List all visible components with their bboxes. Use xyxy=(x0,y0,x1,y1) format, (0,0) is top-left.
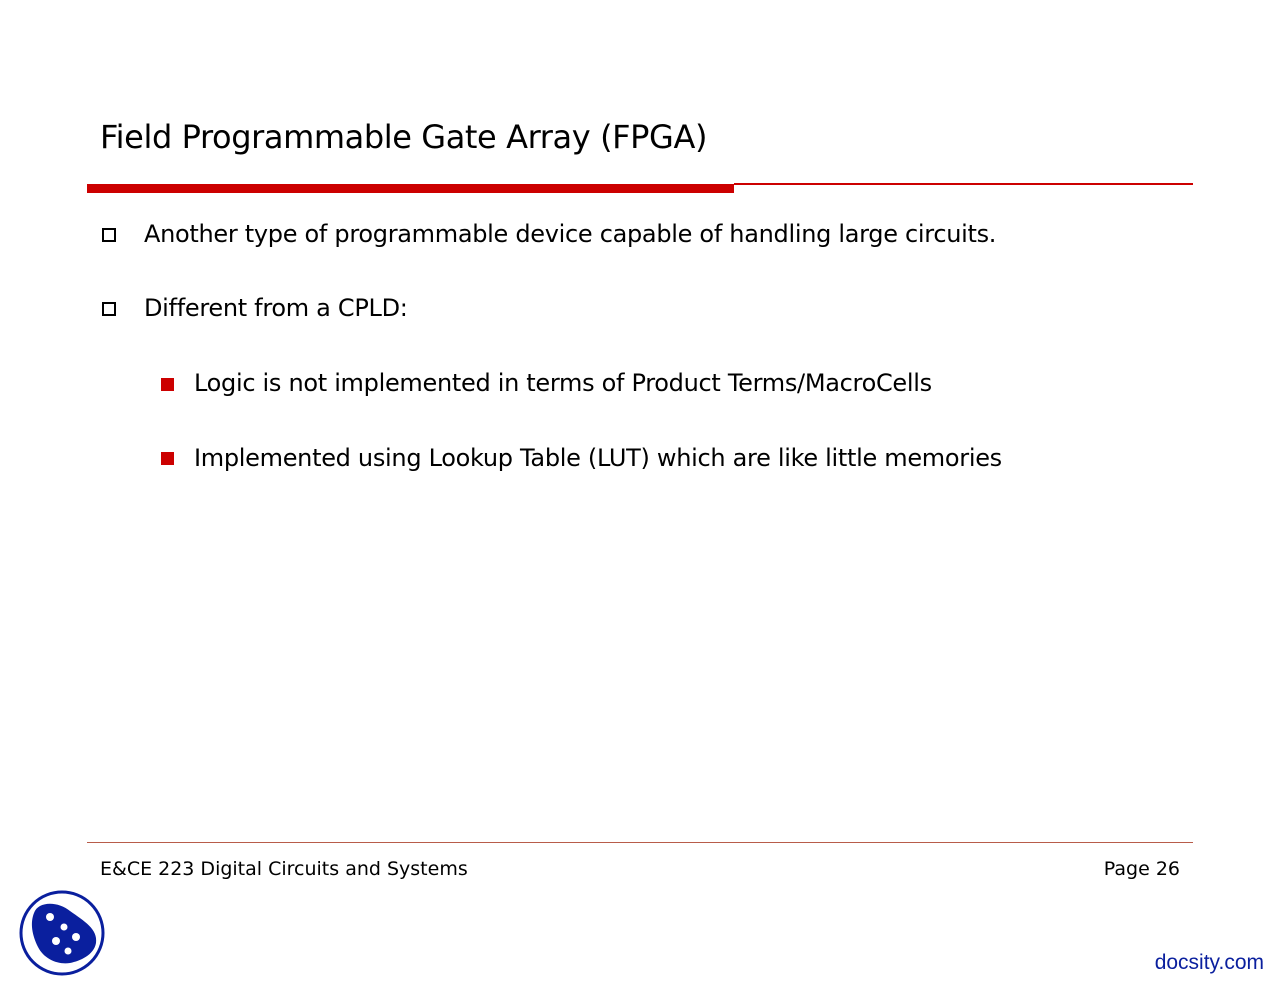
sub-bullet-text: Logic is not implemented in terms of Product Terms/MacroCells xyxy=(194,369,932,397)
page-number: Page 26 xyxy=(1103,858,1180,880)
docsity-brand-link[interactable]: docsity.com xyxy=(1154,951,1264,974)
filled-square-bullet-icon xyxy=(161,452,174,465)
title-underline-thick xyxy=(87,184,734,193)
docsity-logo-icon[interactable] xyxy=(18,889,106,977)
bullet-text: Another type of programmable device capable of handling large circuits. xyxy=(144,220,997,248)
hollow-square-bullet-icon xyxy=(102,228,116,242)
filled-square-bullet-icon xyxy=(161,378,174,391)
bullet-text: Different from a CPLD: xyxy=(144,294,408,322)
slide-title: Field Programmable Gate Array (FPGA) xyxy=(100,118,708,156)
sub-bullet-text: Implemented using Lookup Table (LUT) which are like little memories xyxy=(194,444,1002,472)
title-underline-thin xyxy=(734,183,1193,185)
docsity-logo-graphic xyxy=(18,889,106,977)
footer-divider xyxy=(87,842,1193,843)
footer-course-title: E&CE 223 Digital Circuits and Systems xyxy=(100,858,468,880)
hollow-square-bullet-icon xyxy=(102,302,116,316)
